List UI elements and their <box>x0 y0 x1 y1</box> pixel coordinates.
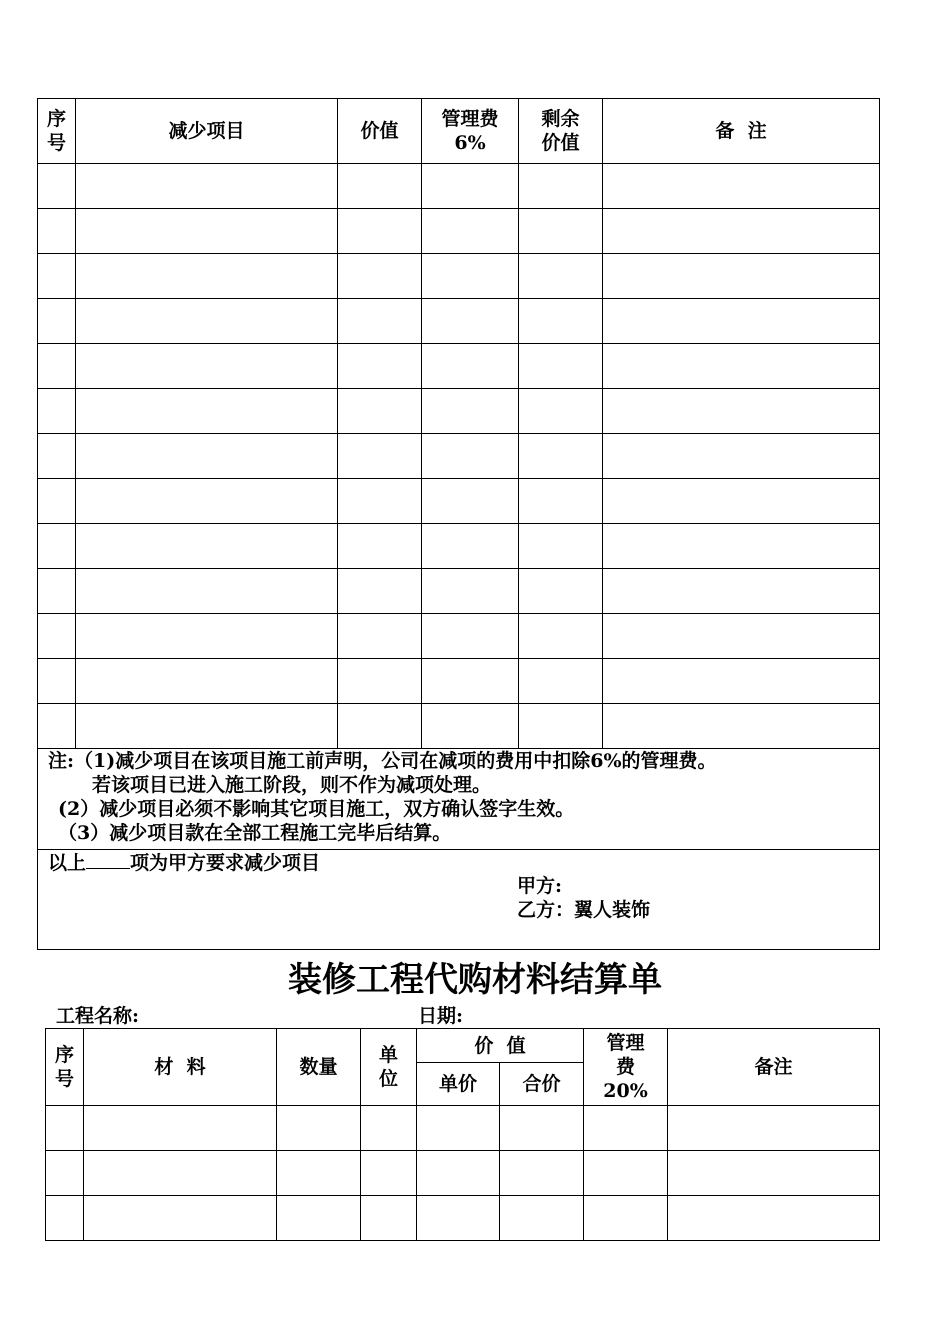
material-cell[interactable] <box>500 1151 584 1196</box>
reduction-cell[interactable] <box>519 479 603 524</box>
reduction-cell[interactable] <box>76 569 338 614</box>
reduction-cell[interactable] <box>76 299 338 344</box>
confirm-line <box>48 850 879 874</box>
form-title: 装修工程代购材料结算单 <box>288 960 662 1000</box>
header-seq: 序 号 <box>46 1029 84 1106</box>
materials-table <box>45 1028 880 1241</box>
project-name-label: 工程名称: <box>56 1005 140 1027</box>
reduction-cell[interactable] <box>38 434 76 479</box>
reduction-cell[interactable] <box>603 569 880 614</box>
sign-row <box>38 850 880 950</box>
reduction-cell[interactable] <box>76 614 338 659</box>
reduction-cell[interactable] <box>422 389 519 434</box>
reduction-cell[interactable] <box>76 164 338 209</box>
material-cell[interactable] <box>417 1151 500 1196</box>
material-cell[interactable] <box>277 1151 361 1196</box>
reduction-row <box>38 704 880 749</box>
reduction-row <box>38 164 880 209</box>
material-row <box>46 1151 880 1196</box>
reduction-cell[interactable] <box>38 704 76 749</box>
header-unit-price: 单价 <box>417 1063 500 1106</box>
reduction-row <box>38 614 880 659</box>
reduction-cell[interactable] <box>76 434 338 479</box>
reduction-cell[interactable] <box>338 299 422 344</box>
reduction-cell[interactable] <box>603 164 880 209</box>
reduction-cell[interactable] <box>603 614 880 659</box>
header-remaining: 剩余 价值 <box>519 99 603 164</box>
notes-row <box>38 749 880 850</box>
reduction-cell[interactable] <box>422 524 519 569</box>
material-cell[interactable] <box>500 1196 584 1241</box>
reduction-cell[interactable] <box>422 479 519 524</box>
reduction-cell[interactable] <box>38 524 76 569</box>
reduction-cell[interactable] <box>422 704 519 749</box>
reduction-cell[interactable] <box>603 299 880 344</box>
reduction-cell[interactable] <box>38 569 76 614</box>
reduction-cell[interactable] <box>519 524 603 569</box>
material-cell[interactable] <box>584 1106 668 1151</box>
reduction-cell[interactable] <box>76 209 338 254</box>
header-unit: 单 位 <box>361 1029 417 1106</box>
reduction-cell[interactable] <box>603 479 880 524</box>
reduction-row <box>38 209 880 254</box>
reduction-cell[interactable] <box>422 344 519 389</box>
reduction-cell[interactable] <box>422 254 519 299</box>
material-cell[interactable] <box>417 1196 500 1241</box>
reduction-cell[interactable] <box>338 254 422 299</box>
reduction-cell[interactable] <box>38 164 76 209</box>
material-cell[interactable] <box>668 1196 880 1241</box>
header-seq: 序 号 <box>38 99 76 164</box>
date-label: 日期: <box>418 1005 464 1027</box>
header-quantity: 数量 <box>277 1029 361 1106</box>
header-value: 价值 <box>338 99 422 164</box>
reduction-row <box>38 299 880 344</box>
reduction-cell[interactable] <box>603 659 880 704</box>
reduction-cell[interactable] <box>603 389 880 434</box>
sign-cell <box>38 850 880 950</box>
material-cell[interactable] <box>584 1196 668 1241</box>
reduction-cell[interactable] <box>338 659 422 704</box>
reduction-cell[interactable] <box>519 389 603 434</box>
material-row <box>46 1196 880 1241</box>
reduction-cell[interactable] <box>38 614 76 659</box>
reduction-cell[interactable] <box>338 479 422 524</box>
reduction-cell[interactable] <box>76 704 338 749</box>
reduction-row <box>38 254 880 299</box>
reduction-cell[interactable] <box>422 434 519 479</box>
material-row <box>46 1106 880 1151</box>
reduction-cell[interactable] <box>519 659 603 704</box>
header-total-price: 合价 <box>500 1063 584 1106</box>
reduction-cell[interactable] <box>422 299 519 344</box>
reduction-cell[interactable] <box>603 704 880 749</box>
reduction-row <box>38 434 880 479</box>
material-cell[interactable] <box>84 1106 277 1151</box>
material-cell[interactable] <box>46 1196 84 1241</box>
reduction-cell[interactable] <box>603 524 880 569</box>
header-value: 价 值 <box>417 1029 584 1063</box>
material-cell[interactable] <box>584 1151 668 1196</box>
reduction-cell[interactable] <box>76 479 338 524</box>
count-blank[interactable] <box>86 850 130 869</box>
header-remarks: 备 注 <box>603 99 880 164</box>
reduction-cell[interactable] <box>603 209 880 254</box>
header-mgmt-fee: 管理费 6% <box>422 99 519 164</box>
reduction-cell[interactable] <box>519 254 603 299</box>
note-3: （3）减少项目款在全部工程施工完毕后结算。 <box>58 822 452 844</box>
header-row <box>38 99 880 164</box>
reduction-cell[interactable] <box>422 164 519 209</box>
notes-cell <box>38 749 880 850</box>
reduction-cell[interactable] <box>76 254 338 299</box>
reduction-cell[interactable] <box>338 614 422 659</box>
material-cell[interactable] <box>46 1106 84 1151</box>
header-item: 减少项目 <box>76 99 338 164</box>
party-a: 甲方: <box>517 875 563 897</box>
reduction-row <box>38 659 880 704</box>
reduction-cell[interactable] <box>76 524 338 569</box>
header-material: 材 料 <box>84 1029 277 1106</box>
material-cell[interactable] <box>417 1106 500 1151</box>
material-cell[interactable] <box>668 1151 880 1196</box>
material-cell[interactable] <box>361 1106 417 1151</box>
header-mgmt-fee: 管理 费 20% <box>584 1029 668 1106</box>
reduction-cell[interactable] <box>603 254 880 299</box>
reduction-cell[interactable] <box>603 344 880 389</box>
reduction-cell[interactable] <box>38 209 76 254</box>
note-1: 注:（1)减少项目在该项目施工前声明，公司在减项的费用中扣除6%的管理费。 <box>48 750 717 772</box>
note-1b: 若该项目已进入施工阶段，则不作为减项处理。 <box>92 774 492 796</box>
reduction-cell[interactable] <box>38 254 76 299</box>
reduction-cell[interactable] <box>422 209 519 254</box>
reduction-cell[interactable] <box>38 659 76 704</box>
reduction-row <box>38 344 880 389</box>
reduction-cell[interactable] <box>519 164 603 209</box>
reduction-cell[interactable] <box>338 704 422 749</box>
reduction-cell[interactable] <box>338 389 422 434</box>
reduction-row <box>38 389 880 434</box>
reduction-cell[interactable] <box>338 164 422 209</box>
reduction-cell[interactable] <box>38 479 76 524</box>
reduction-cell[interactable] <box>76 389 338 434</box>
reduction-row <box>38 479 880 524</box>
reduction-cell[interactable] <box>422 569 519 614</box>
reduction-row <box>38 569 880 614</box>
reduction-cell[interactable] <box>422 659 519 704</box>
header-remarks: 备注 <box>668 1029 880 1106</box>
reduction-cell[interactable] <box>519 299 603 344</box>
reduction-cell[interactable] <box>38 389 76 434</box>
reduction-cell[interactable] <box>338 569 422 614</box>
reduction-cell[interactable] <box>338 344 422 389</box>
note-2: (2）减少项目必须不影响其它项目施工，双方确认签字生效。 <box>58 798 575 820</box>
material-cell[interactable] <box>46 1151 84 1196</box>
reduction-cell[interactable] <box>603 434 880 479</box>
reduction-cell[interactable] <box>422 614 519 659</box>
material-cell[interactable] <box>361 1196 417 1241</box>
material-cell[interactable] <box>277 1196 361 1241</box>
reduction-cell[interactable] <box>76 659 338 704</box>
confirm-suffix: 项为甲方要求减少项目 <box>130 852 321 874</box>
reduction-cell[interactable] <box>38 299 76 344</box>
reduction-cell[interactable] <box>338 209 422 254</box>
reduction-cell[interactable] <box>338 524 422 569</box>
reduction-cell[interactable] <box>519 344 603 389</box>
reduction-cell[interactable] <box>519 209 603 254</box>
party-b: 乙方：翼人装饰 <box>517 899 651 921</box>
material-cell[interactable] <box>361 1151 417 1196</box>
reduction-cell[interactable] <box>519 434 603 479</box>
material-cell[interactable] <box>500 1106 584 1151</box>
reduction-cell[interactable] <box>38 344 76 389</box>
reduction-table <box>37 98 880 950</box>
reduction-cell[interactable] <box>519 569 603 614</box>
reduction-cell[interactable] <box>76 344 338 389</box>
material-cell[interactable] <box>668 1106 880 1151</box>
reduction-cell[interactable] <box>519 614 603 659</box>
header-row-1 <box>46 1029 880 1063</box>
material-cell[interactable] <box>84 1196 277 1241</box>
material-cell[interactable] <box>277 1106 361 1151</box>
reduction-row <box>38 524 880 569</box>
reduction-cell[interactable] <box>338 434 422 479</box>
material-cell[interactable] <box>84 1151 277 1196</box>
confirm-prefix: 以上 <box>48 852 87 874</box>
reduction-cell[interactable] <box>519 704 603 749</box>
